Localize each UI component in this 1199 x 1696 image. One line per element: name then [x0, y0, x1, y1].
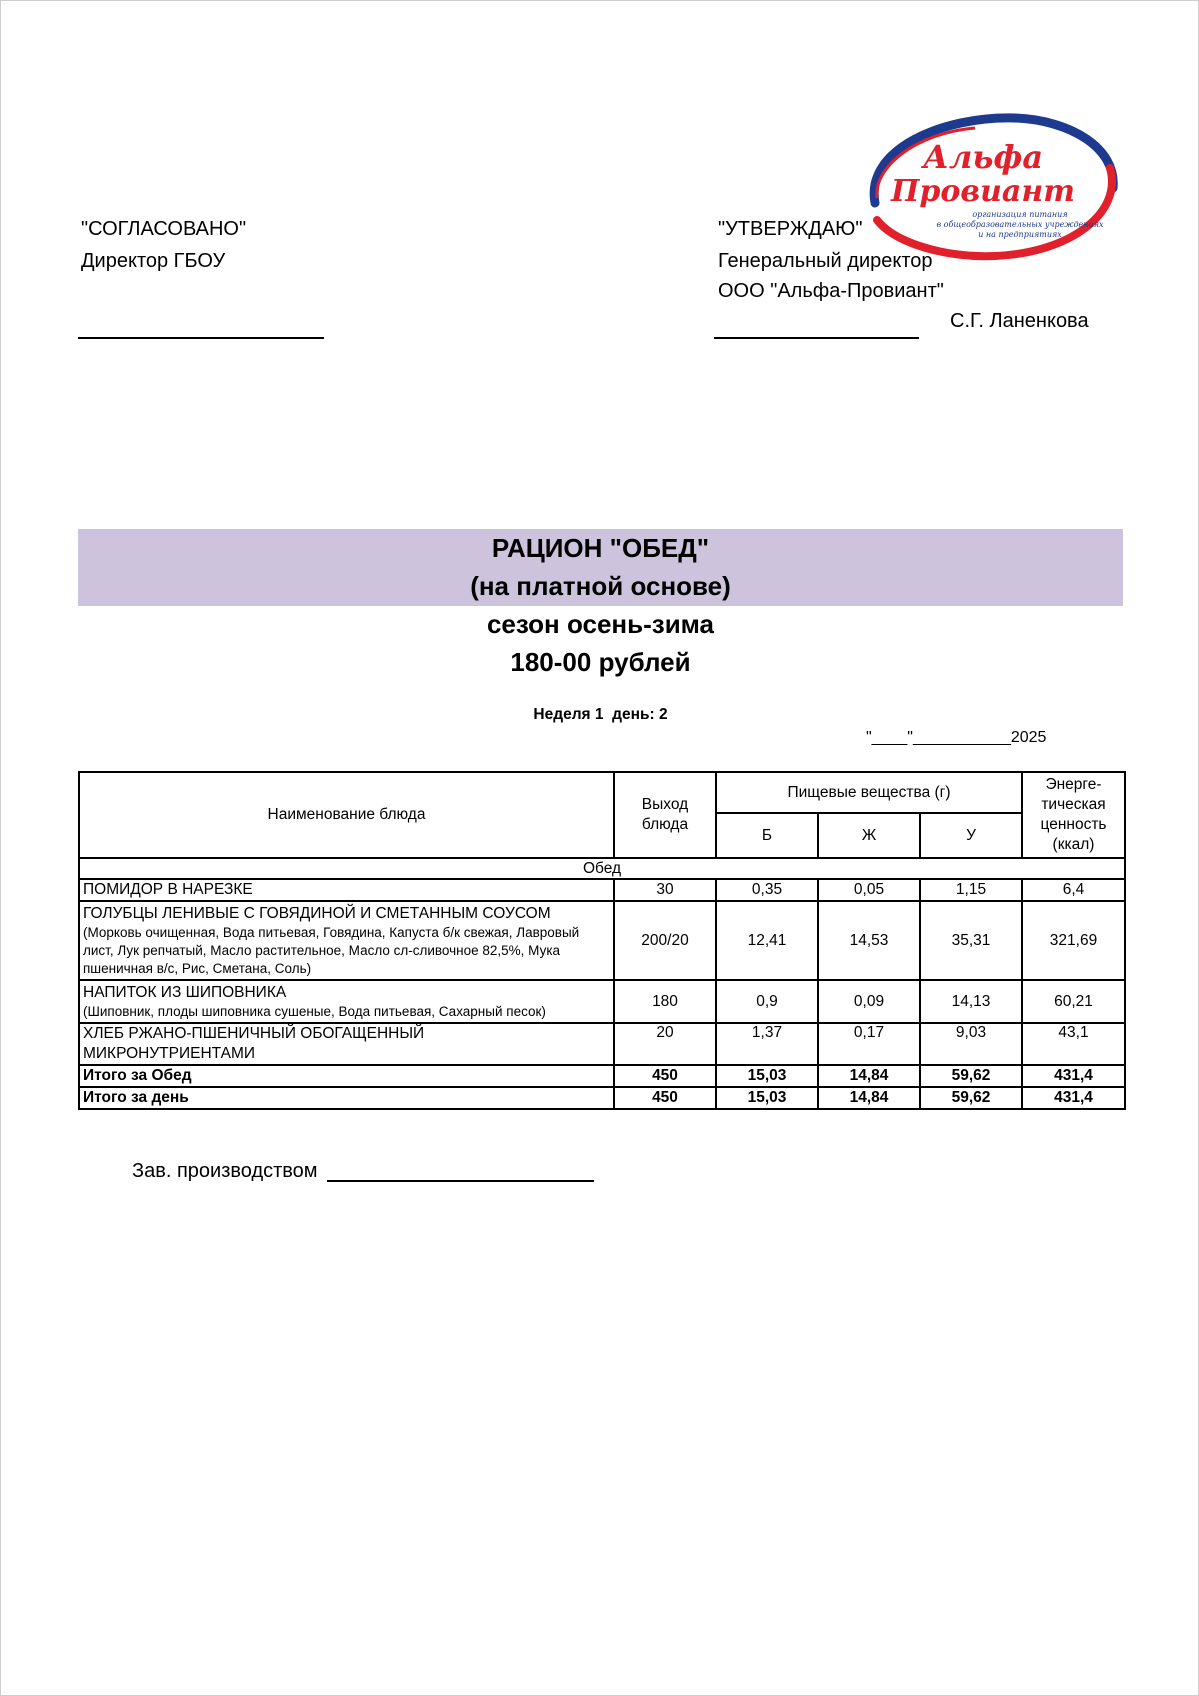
dish-fat: 0,17	[818, 1023, 920, 1065]
dish-yield: 180	[614, 980, 716, 1023]
dish-name: ГОЛУБЦЫ ЛЕНИВЫЕ С ГОВЯДИНОЙ И СМЕТАННЫМ СОУСОМ	[83, 904, 551, 922]
date-field: "____"___________2025	[866, 729, 1047, 746]
approval-right-signer: С.Г. Ланенкова	[950, 310, 1089, 332]
logo-tagline1: организация питания	[972, 210, 1068, 219]
dish-name: НАПИТОК ИЗ ШИПОВНИКА	[83, 983, 287, 1001]
dish-carbs: 1,15	[920, 879, 1022, 901]
total-fat: 14,84	[818, 1087, 920, 1109]
dish-energy: 60,21	[1022, 980, 1125, 1023]
total-energy: 431,4	[1022, 1087, 1125, 1109]
dish-carbs: 14,13	[920, 980, 1022, 1023]
total-label: Итого за Обед	[79, 1065, 614, 1087]
header-carbs: У	[920, 813, 1022, 858]
week-day: Неделя 1 день: 2	[533, 706, 668, 723]
total-yield: 450	[614, 1065, 716, 1087]
table-row	[79, 901, 1125, 980]
dish-name: ПОМИДОР В НАРЕЗКЕ	[83, 881, 253, 898]
approval-right-heading: "УТВЕРЖДАЮ"	[718, 218, 863, 240]
header-nutrients: Пищевые вещества (г)	[716, 772, 1022, 813]
menu-table	[78, 771, 1126, 1110]
dish-energy: 43,1	[1022, 1023, 1125, 1065]
total-carbs: 59,62	[920, 1065, 1022, 1087]
total-fat: 14,84	[818, 1065, 920, 1087]
total-protein: 15,03	[716, 1065, 818, 1087]
section-label: Обед	[79, 858, 1125, 879]
title-line2: (на платной основе)	[470, 571, 731, 601]
table-row	[79, 980, 1125, 1023]
approval-right-company: ООО "Альфа-Провиант"	[718, 280, 944, 302]
logo-tagline3: и на предприятиях	[978, 230, 1062, 239]
title-line3: сезон осень-зима	[486, 609, 715, 639]
dish-protein: 1,37	[716, 1023, 818, 1065]
dish-fat: 14,53	[818, 901, 920, 980]
table-header-row	[79, 772, 1125, 813]
dish-name: ХЛЕБ РЖАНО-ПШЕНИЧНЫЙ ОБОГАЩЕННЫЙ МИКРОНУТРИЕНТАМИ	[83, 1025, 425, 1062]
header-yield: Выход блюда	[614, 772, 716, 858]
header-name: Наименование блюда	[79, 772, 614, 858]
company-logo	[855, 108, 1125, 263]
dish-yield: 30	[614, 879, 716, 901]
dish-protein: 0,9	[716, 980, 818, 1023]
footer-label: Зав. производством	[132, 1160, 318, 1182]
dish-protein: 0,35	[716, 879, 818, 901]
table-row	[79, 1023, 1125, 1065]
dish-composition: (Морковь очищенная, Вода питьевая, Говядина, Капуста б/к свежая, Лавровый лист, Лук репчатый, Масло растительное, Масло сл-сливочное 82,5%, Мука пшеничная в/с, Рис, Сметана, Соль)	[83, 924, 580, 976]
logo-line1: Альфа	[922, 138, 1044, 176]
section-row	[79, 858, 1125, 879]
logo-line2: Провиант	[891, 174, 1075, 209]
approval-left-heading: "СОГЛАСОВАНО"	[81, 218, 247, 240]
dish-energy: 321,69	[1022, 901, 1125, 980]
dish-fat: 0,05	[818, 879, 920, 901]
total-protein: 15,03	[716, 1087, 818, 1109]
dish-yield: 200/20	[614, 901, 716, 980]
approval-right-position: Генеральный директор	[718, 250, 933, 272]
header-fat: Ж	[818, 813, 920, 858]
approval-left-position: Директор ГБОУ	[81, 250, 226, 272]
total-row-lunch	[79, 1065, 1125, 1087]
title-line1: РАЦИОН "ОБЕД"	[491, 533, 710, 563]
total-carbs: 59,62	[920, 1087, 1022, 1109]
total-label: Итого за день	[79, 1087, 614, 1109]
approval-left-signature-line	[78, 337, 324, 339]
dish-yield: 20	[614, 1023, 716, 1065]
header-protein: Б	[716, 813, 818, 858]
approval-right-signature-line	[714, 337, 919, 339]
dish-energy: 6,4	[1022, 879, 1125, 901]
total-row-day	[79, 1087, 1125, 1109]
title-line4: 180-00 рублей	[510, 647, 691, 677]
dish-composition: (Шиповник, плоды шиповника сушеные, Вода питьевая, Сахарный песок)	[83, 1003, 546, 1019]
dish-carbs: 9,03	[920, 1023, 1022, 1065]
dish-fat: 0,09	[818, 980, 920, 1023]
header-energy: Энерге-тическая ценность (ккал)	[1022, 772, 1125, 858]
footer-signature-line	[327, 1180, 594, 1182]
total-yield: 450	[614, 1087, 716, 1109]
dish-protein: 12,41	[716, 901, 818, 980]
logo-tagline2: в общеобразовательных учреждениях	[936, 220, 1104, 229]
total-energy: 431,4	[1022, 1065, 1125, 1087]
table-row	[79, 879, 1125, 901]
dish-carbs: 35,31	[920, 901, 1022, 980]
